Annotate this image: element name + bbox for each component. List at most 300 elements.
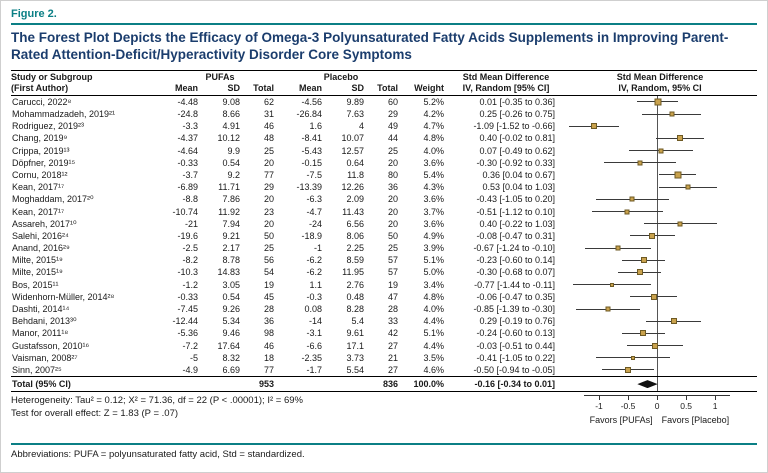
ci-plot-cell: [563, 303, 757, 315]
weight-value: 4.6%: [423, 364, 444, 375]
total-ci-text: -0.16 [-0.34 to 0.01]: [474, 378, 555, 389]
study-name: Sinn, 2007²⁵: [12, 364, 62, 375]
study-row: [11, 181, 757, 193]
effect-square: [675, 171, 682, 178]
study-row: [11, 205, 757, 217]
placebo-sd: 11.43: [342, 206, 364, 217]
pufas-sd: 9.46: [222, 328, 240, 339]
weight-value: 3.4%: [423, 279, 444, 290]
smd-ci-text: 0.01 [-0.35 to 0.36]: [479, 96, 555, 107]
placebo-sd: 11.95: [342, 267, 364, 278]
footer-area: [11, 394, 757, 438]
smd-ci-text: -0.85 [-1.39 to -0.30]: [473, 304, 555, 315]
weight-value: 4.3%: [423, 182, 444, 193]
placebo-sd: 8.06: [346, 230, 364, 241]
pufas-sd: 9.9: [227, 145, 240, 156]
overall-effect-note: Test for overall effect: Z = 1.83 (P = .07): [11, 408, 179, 420]
ci-plot-cell: [563, 108, 757, 120]
study-name: Widenhorn-Müller, 2014²⁸: [12, 291, 115, 302]
placebo-sd: 10.07: [341, 133, 364, 144]
pufas-mean: -10.3: [177, 267, 198, 278]
ci-plot-cell: [563, 181, 757, 193]
placebo-total: 44: [387, 133, 398, 144]
ci-plot-cell: [563, 157, 757, 169]
ci-plot-cell: [563, 169, 757, 181]
placebo-mean: -4.56: [301, 96, 322, 107]
study-row: [11, 303, 757, 315]
effect-square: [631, 356, 635, 360]
placebo-total: 36: [387, 182, 398, 193]
placebo-mean: -5.43: [301, 145, 322, 156]
study-name: Salehi, 2016²⁴: [12, 230, 69, 241]
placebo-total: 25: [387, 145, 398, 156]
divider: [11, 443, 757, 445]
placebo-total: 20: [387, 206, 398, 217]
pufas-mean: -4.64: [177, 145, 198, 156]
placebo-mean: -24: [308, 218, 322, 229]
header-pufas-total: Total: [253, 82, 274, 93]
figure-label: Figure 2.: [11, 8, 57, 20]
smd-ci-text: -0.03 [-0.51 to 0.44]: [476, 340, 555, 351]
abbreviations: Abbreviations: PUFA = polyunsaturated fatty acid, Std = standardized.: [11, 448, 305, 460]
axis-tick: [715, 395, 716, 400]
study-row: [11, 254, 757, 266]
pufas-sd: 8.32: [222, 352, 240, 363]
placebo-total: 27: [387, 364, 398, 375]
effect-square: [659, 148, 664, 153]
pufas-sd: 11.92: [218, 206, 240, 217]
placebo-total: 20: [387, 157, 398, 168]
pufas-sd: 0.54: [222, 291, 240, 302]
pufas-sd: 9.08: [222, 96, 240, 107]
pufas-sd: 9.26: [222, 304, 240, 315]
pufas-sd: 0.54: [222, 157, 240, 168]
ci-plot-cell: [563, 145, 757, 157]
weight-value: 5.0%: [423, 267, 444, 278]
placebo-sd: 12.57: [341, 145, 364, 156]
zero-line: [657, 364, 658, 376]
ci-plot-cell: [563, 315, 757, 327]
divider: [11, 23, 757, 25]
pufas-total: 23: [263, 206, 274, 217]
study-name: Manor, 2011¹⁸: [12, 328, 69, 339]
study-name: Chang, 2019⁹: [12, 133, 68, 144]
pufas-mean: -4.37: [177, 133, 198, 144]
header-placebo-sd: SD: [351, 82, 364, 93]
pufas-total: 62: [263, 96, 274, 107]
pufas-mean: -12.44: [172, 316, 198, 327]
pufas-total: 48: [263, 133, 274, 144]
placebo-total: 28: [387, 304, 398, 315]
pufas-sd: 6.69: [222, 364, 240, 375]
axis-tick-label: 0.5: [680, 401, 693, 412]
placebo-total: 57: [387, 267, 398, 278]
smd-ci-text: -0.08 [-0.47 to 0.31]: [476, 230, 555, 241]
smd-ci-text: 0.40 [-0.02 to 0.81]: [479, 133, 555, 144]
footnotes: [11, 394, 563, 438]
pufas-sd: 11.71: [218, 182, 240, 193]
pufas-mean: -3.7: [182, 169, 198, 180]
study-name: Mohammadzadeh, 2019²¹: [12, 109, 116, 120]
header-study: Study or Subgroup (First Author): [11, 71, 93, 93]
smd-ci-text: -0.23 [-0.60 to 0.14]: [476, 255, 555, 266]
study-name: Dashti, 2014¹⁴: [12, 304, 70, 315]
study-name: Kean, 2017¹⁷: [12, 182, 65, 193]
placebo-total: 29: [387, 109, 398, 120]
weight-value: 4.9%: [423, 230, 444, 241]
axis-tick-label: 0: [654, 401, 660, 412]
heterogeneity-note: Heterogeneity: Tau² = 0.12; X² = 71.36, df = 22 (P < .00001); I² = 69%: [11, 395, 303, 407]
placebo-sd: 2.76: [346, 279, 364, 290]
header-group-pufas: PUFAs Mean SD Total: [161, 72, 279, 94]
pufas-mean: -8.8: [182, 194, 198, 205]
study-row: [11, 169, 757, 181]
weight-value: 5.1%: [423, 255, 444, 266]
ci-plot-cell: [563, 352, 757, 364]
pufas-total: 20: [263, 157, 274, 168]
axis-tick-label: -0.5: [620, 401, 636, 412]
pufas-total: 29: [263, 182, 274, 193]
smd-ci-text: -0.77 [-1.44 to -0.11]: [474, 279, 555, 290]
axis-tick: [628, 395, 629, 400]
effect-square: [630, 197, 635, 202]
pufas-total: 25: [263, 145, 274, 156]
placebo-sd: 17.1: [346, 340, 364, 351]
weight-value: 4.0%: [423, 304, 444, 315]
ci-plot-cell: [563, 230, 757, 242]
pufas-mean: -3.3: [182, 121, 198, 132]
weight-value: 4.7%: [423, 121, 444, 132]
pufas-mean: -24.8: [177, 109, 198, 120]
placebo-mean: -7.5: [306, 169, 322, 180]
weight-value: 3.6%: [423, 194, 444, 205]
weight-value: 3.9%: [423, 243, 444, 254]
study-name: Anand, 2016²⁹: [12, 243, 70, 254]
total-placebo-n: 836: [382, 378, 398, 389]
effect-square: [610, 283, 614, 287]
pufas-mean: -10.74: [172, 206, 198, 217]
pufas-total: 36: [263, 316, 274, 327]
total-plot-cell: [563, 377, 757, 391]
header-placebo-total: Total: [377, 82, 398, 93]
axis-tick: [686, 395, 687, 400]
placebo-mean: -0.15: [301, 157, 322, 168]
weight-value: 4.0%: [423, 145, 444, 156]
study-name: Rodriguez, 2019²³: [12, 121, 85, 132]
smd-ci-text: -0.67 [-1.24 to -0.10]: [473, 243, 555, 254]
placebo-total: 19: [387, 279, 398, 290]
smd-ci-text: -0.24 [-0.60 to 0.13]: [476, 328, 555, 339]
study-name: Bos, 2015¹¹: [12, 279, 59, 290]
effect-square: [591, 123, 597, 129]
placebo-mean: -2.35: [301, 352, 322, 363]
header-group-placebo: Placebo Mean SD Total: [279, 72, 403, 94]
placebo-sd: 2.09: [346, 194, 364, 205]
weight-value: 3.6%: [423, 157, 444, 168]
weight-value: 4.4%: [423, 316, 444, 327]
pufas-total: 77: [263, 169, 274, 180]
effect-square: [678, 221, 683, 226]
smd-ci-text: 0.40 [-0.22 to 1.03]: [479, 218, 555, 229]
zero-line: [657, 169, 658, 181]
ci-plot-cell: [563, 218, 757, 230]
study-row: [11, 327, 757, 339]
pufas-mean: -0.33: [177, 291, 198, 302]
placebo-total: 50: [387, 230, 398, 241]
study-rows: [11, 96, 757, 376]
header-pufas-mean: Mean: [174, 82, 198, 93]
ci-plot-cell: [563, 205, 757, 217]
smd-ci-text: 0.53 [0.04 to 1.03]: [482, 182, 555, 193]
pufas-sd: 7.86: [222, 194, 240, 205]
pufas-sd: 8.78: [222, 255, 240, 266]
total-diamond: [637, 380, 657, 388]
effect-square: [669, 112, 674, 117]
placebo-mean: -13.39: [296, 182, 322, 193]
placebo-total: 42: [387, 328, 398, 339]
placebo-mean: -1.7: [306, 364, 322, 375]
placebo-mean: 0.08: [304, 304, 322, 315]
total-pufas-n: 953: [258, 378, 274, 389]
study-row: [11, 279, 757, 291]
ci-plot-cell: [563, 291, 757, 303]
effect-square: [685, 185, 690, 190]
weight-value: 4.8%: [423, 133, 444, 144]
placebo-sd: 5.4: [351, 316, 364, 327]
placebo-sd: 2.25: [346, 243, 364, 254]
study-row: [11, 132, 757, 144]
placebo-mean: -6.2: [306, 255, 322, 266]
study-row: [11, 96, 757, 108]
placebo-mean: 1.1: [309, 279, 322, 290]
smd-ci-text: 0.25 [-0.26 to 0.75]: [479, 109, 555, 120]
effect-square: [677, 135, 683, 141]
study-name: Cornu, 2018¹²: [12, 169, 68, 180]
placebo-total: 60: [387, 96, 398, 107]
axis-tick: [657, 395, 658, 400]
effect-square: [637, 160, 642, 165]
ci-plot-cell: [563, 364, 757, 376]
pufas-sd: 14.83: [217, 267, 240, 278]
pufas-total: 20: [263, 218, 274, 229]
placebo-sd: 12.26: [341, 182, 364, 193]
placebo-total: 20: [387, 218, 398, 229]
effect-square: [640, 330, 646, 336]
smd-ci-text: 0.36 [0.04 to 0.67]: [482, 169, 555, 180]
pufas-mean: -5.36: [177, 328, 198, 339]
zero-line: [657, 279, 658, 291]
placebo-mean: -1: [313, 243, 322, 254]
table-header: [11, 70, 757, 96]
weight-value: 3.7%: [423, 206, 444, 217]
smd-ci-text: 0.07 [-0.49 to 0.62]: [479, 145, 555, 156]
effect-square: [652, 343, 658, 349]
placebo-sd: 0.64: [346, 157, 364, 168]
placebo-total: 20: [387, 194, 398, 205]
placebo-sd: 3.73: [346, 352, 364, 363]
axis-tick-label: -1: [595, 401, 603, 412]
pufas-mean: -4.9: [182, 364, 198, 375]
study-row: [11, 230, 757, 242]
figure-title: The Forest Plot Depicts the Efficacy of Omega-3 Polyunsaturated Fatty Acids Supplements in Improving Parent-Rated Attention-Deficit/Hyperactivity Disorder Core Symptoms: [11, 30, 729, 62]
study-row: [11, 193, 757, 205]
smd-ci-text: -0.41 [-1.05 to 0.22]: [476, 352, 555, 363]
header-smd-plot: Std Mean Difference IV, Random, 95% CI: [616, 71, 704, 93]
zero-line: [657, 181, 658, 193]
study-row: [11, 315, 757, 327]
placebo-total: 33: [387, 316, 398, 327]
study-name: Döpfner, 2019¹⁵: [12, 157, 76, 168]
pufas-total: 25: [263, 243, 274, 254]
pufas-total: 77: [263, 364, 274, 375]
study-row: [11, 352, 757, 364]
study-row: [11, 364, 757, 376]
study-name: Moghaddam, 2017²⁰: [12, 194, 94, 205]
placebo-total: 57: [387, 255, 398, 266]
study-row: [11, 157, 757, 169]
pufas-sd: 9.2: [227, 169, 240, 180]
study-name: Vaisman, 2008²⁷: [12, 352, 78, 363]
header-weight: Weight: [414, 82, 444, 93]
ci-plot-cell: [563, 327, 757, 339]
ci-plot-cell: [563, 193, 757, 205]
placebo-total: 25: [387, 243, 398, 254]
effect-square: [651, 294, 657, 300]
placebo-mean: -4.7: [306, 206, 322, 217]
placebo-sd: 7.63: [346, 109, 364, 120]
pufas-mean: -4.48: [177, 96, 198, 107]
placebo-sd: 0.48: [346, 291, 364, 302]
ci-plot-cell: [563, 242, 757, 254]
placebo-sd: 8.59: [346, 255, 364, 266]
study-name: Milte, 2015¹⁹: [12, 255, 63, 266]
ci-plot-cell: [563, 340, 757, 352]
pufas-total: 18: [263, 352, 274, 363]
pufas-sd: 3.05: [222, 279, 240, 290]
weight-value: 4.2%: [423, 109, 444, 120]
study-row: [11, 145, 757, 157]
pufas-sd: 5.34: [222, 316, 240, 327]
placebo-mean: -26.84: [296, 109, 322, 120]
effect-square: [649, 233, 655, 239]
pufas-total: 28: [263, 304, 274, 315]
placebo-mean: -14: [308, 316, 322, 327]
study-row: [11, 242, 757, 254]
smd-ci-text: 0.29 [-0.19 to 0.76]: [479, 316, 555, 327]
study-row: [11, 120, 757, 132]
header-pufas-sd: SD: [227, 82, 240, 93]
study-row: [11, 266, 757, 278]
pufas-total: 46: [263, 340, 274, 351]
effect-square: [605, 307, 610, 312]
placebo-mean: -8.41: [301, 133, 322, 144]
smd-ci-text: -0.50 [-0.94 to -0.05]: [473, 364, 555, 375]
smd-ci-text: -0.30 [-0.68 to 0.07]: [476, 267, 555, 278]
smd-ci-text: -0.06 [-0.47 to 0.35]: [476, 291, 555, 302]
pufas-total: 19: [263, 279, 274, 290]
weight-value: 4.4%: [423, 340, 444, 351]
pufas-mean: -7.2: [182, 340, 198, 351]
ci-plot-cell: [563, 132, 757, 144]
study-row: [11, 340, 757, 352]
study-name: Carucci, 2022⁸: [12, 96, 72, 107]
placebo-mean: -0.3: [306, 291, 322, 302]
study-name: Milte, 2015¹⁹: [12, 267, 63, 278]
weight-value: 3.5%: [423, 352, 444, 363]
effect-square: [637, 269, 643, 275]
pufas-total: 45: [263, 291, 274, 302]
weight-value: 5.4%: [423, 169, 444, 180]
pufas-mean: -8.2: [182, 255, 198, 266]
pufas-total: 20: [263, 194, 274, 205]
total-label: Total (95% CI): [12, 378, 71, 389]
pufas-mean: -19.6: [177, 230, 198, 241]
pufas-mean: -21: [184, 218, 198, 229]
ci-plot-cell: [563, 254, 757, 266]
weight-value: 4.8%: [423, 291, 444, 302]
placebo-mean: -6.3: [306, 194, 322, 205]
study-row: [11, 108, 757, 120]
placebo-mean: -18.9: [301, 230, 322, 241]
placebo-sd: 6.56: [346, 218, 364, 229]
placebo-sd: 8.28: [346, 304, 364, 315]
ci-plot-cell: [563, 279, 757, 291]
placebo-total: 49: [387, 121, 398, 132]
weight-value: 3.6%: [423, 218, 444, 229]
favors-right-label: Favors [Placebo]: [661, 415, 730, 426]
axis-tick-label: 1: [712, 401, 718, 412]
ci-plot-cell: [563, 266, 757, 278]
placebo-sd: 9.89: [346, 96, 364, 107]
smd-ci-text: -0.51 [-1.12 to 0.10]: [476, 206, 555, 217]
placebo-mean: 1.6: [309, 121, 322, 132]
study-name: Gustafsson, 2010¹⁶: [12, 340, 90, 351]
pufas-sd: 7.94: [222, 218, 240, 229]
plot-axis: [563, 394, 757, 438]
placebo-mean: -6.6: [306, 340, 322, 351]
pufas-total: 50: [263, 230, 274, 241]
ci-plot-cell: [563, 120, 757, 132]
favors-left-label: Favors [PUFAs]: [589, 415, 653, 426]
total-row: [11, 376, 757, 392]
study-name: Kean, 2017¹⁷: [12, 206, 65, 217]
effect-square: [671, 318, 677, 324]
placebo-total: 21: [387, 352, 398, 363]
total-weight: 100.0%: [413, 378, 444, 389]
placebo-total: 80: [387, 169, 398, 180]
pufas-mean: -0.33: [177, 157, 198, 168]
weight-value: 5.2%: [423, 96, 444, 107]
pufas-sd: 2.17: [222, 243, 240, 254]
zero-line: [657, 242, 658, 254]
pufas-sd: 4.91: [222, 121, 240, 132]
pufas-total: 31: [263, 109, 274, 120]
pufas-total: 98: [263, 328, 274, 339]
placebo-sd: 9.61: [346, 328, 364, 339]
pufas-total: 56: [263, 255, 274, 266]
header-placebo-mean: Mean: [298, 82, 322, 93]
placebo-total: 47: [387, 291, 398, 302]
study-name: Crippa, 2019¹³: [12, 145, 70, 156]
weight-value: 5.1%: [423, 328, 444, 339]
placebo-sd: 11.8: [347, 169, 364, 180]
pufas-mean: -6.89: [177, 182, 198, 193]
placebo-sd: 4: [358, 121, 364, 132]
ci-plot-cell: [563, 96, 757, 108]
pufas-sd: 8.66: [222, 109, 240, 120]
effect-square: [641, 257, 647, 263]
pufas-total: 54: [263, 267, 274, 278]
